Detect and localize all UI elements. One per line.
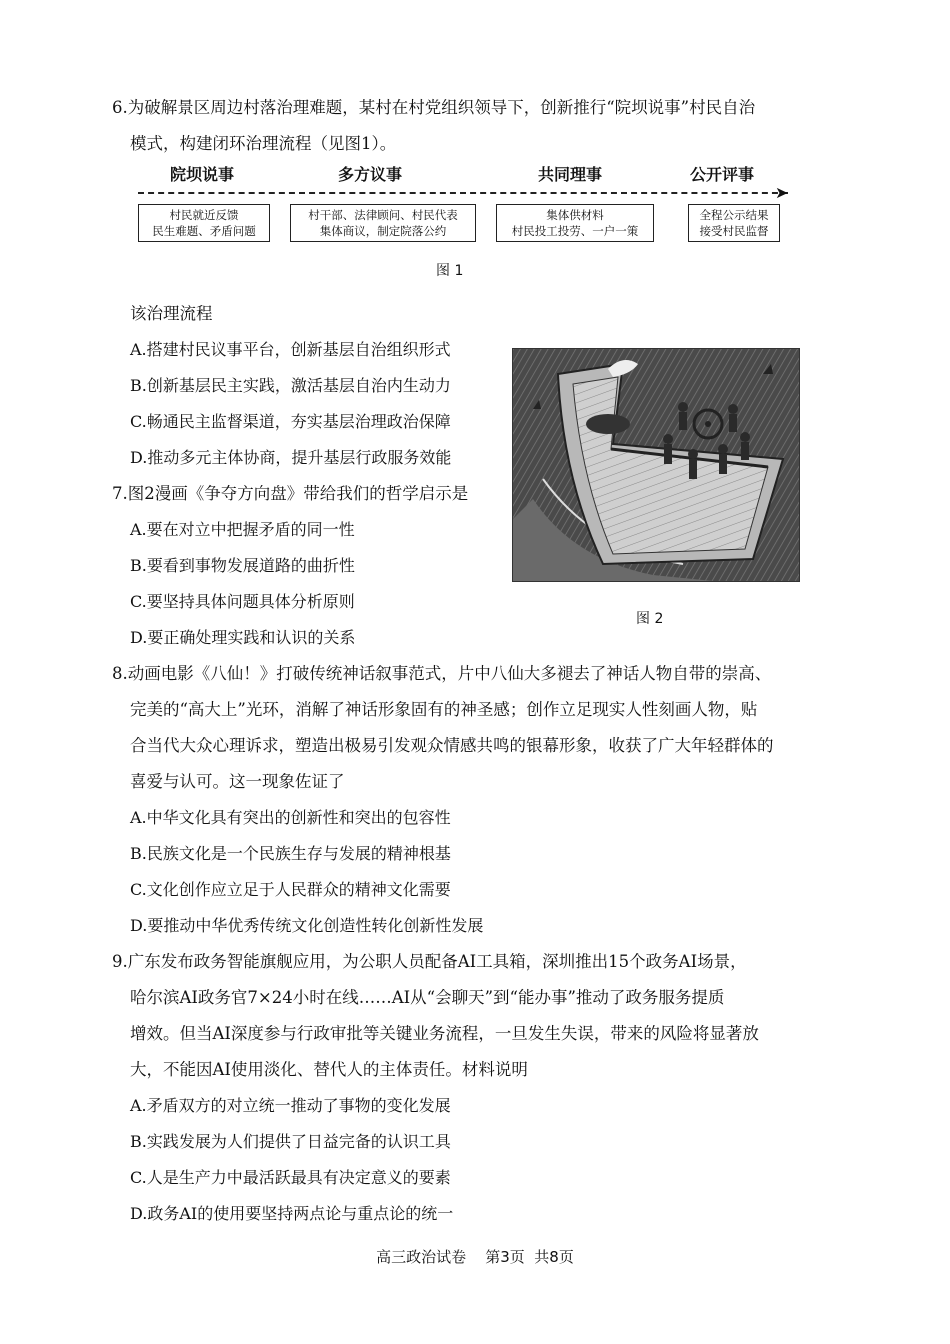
flow-stage-box-2-line-2: 集体商议，制定院落公约 bbox=[319, 224, 447, 238]
q9-line-4: 大，不能因AI使用淡化、替代人的主体责任。材料说明 bbox=[130, 1060, 528, 1079]
flow-stage-box-1-line-1: 村民就近反馈 bbox=[169, 208, 239, 222]
flow-stage-box-3-line-2: 村民投工投劳、一户一策 bbox=[511, 224, 639, 238]
q6-option-b: B.创新基层民主实践，激活基层自治内生动力 bbox=[130, 376, 451, 395]
flow-stage-title-4: 公开评事 bbox=[690, 165, 755, 184]
flow-dashed-arrow bbox=[138, 192, 788, 196]
flow-stage-box-4 bbox=[688, 204, 780, 242]
governance-flow-diagram bbox=[130, 162, 790, 258]
figure-2-caption: 图 2 bbox=[636, 611, 664, 627]
q7-option-b: B.要看到事物发展道路的曲折性 bbox=[130, 556, 355, 575]
q8-line-1: 8.动画电影《八仙！》打破传统神话叙事范式，片中八仙大多褪去了神话人物自带的崇高、 bbox=[112, 664, 772, 683]
q6-option-c: C.畅通民主监督渠道，夯实基层治理政治保障 bbox=[130, 412, 451, 431]
q8-option-b: B.民族文化是一个民族生存与发展的精神根基 bbox=[130, 844, 451, 863]
q6-line-1: 6.为破解景区周边村落治理难题，某村在村党组织领导下，创新推行“院坝说事”村民自治 bbox=[112, 98, 756, 117]
figure-1-caption: 图 1 bbox=[436, 263, 464, 279]
q6-line-2: 模式，构建闭环治理流程（见图1）。 bbox=[130, 134, 397, 153]
flow-stage-box-4-line-2: 接受村民监督 bbox=[699, 224, 769, 238]
q8-line-2: 完美的“高大上”光环，消解了神话形象固有的神圣感；创作立足现实人性刻画人物，贴 bbox=[130, 700, 758, 719]
flow-stage-box-4-line-1: 全程公示结果 bbox=[699, 208, 769, 222]
flow-stage-box-3-line-1: 集体供材料 bbox=[546, 208, 604, 222]
q8-option-a: A.中华文化具有突出的创新性和突出的包容性 bbox=[130, 808, 451, 827]
flow-stage-title-1: 院坝说事 bbox=[170, 165, 235, 184]
q6-stem: 该治理流程 bbox=[130, 304, 213, 323]
q9-line-3: 增效。但当AI深度参与行政审批等关键业务流程，一旦发生失误，带来的风险将显著放 bbox=[130, 1024, 759, 1043]
q9-option-d: D.政务AI的使用要坚持两点论与重点论的统一 bbox=[130, 1204, 454, 1223]
arrowhead-icon: ➤ bbox=[775, 183, 789, 202]
q8-option-d: D.要推动中华优秀传统文化创造性转化创新性发展 bbox=[130, 916, 484, 935]
cartoon-illustration bbox=[513, 349, 799, 581]
flow-stage-box-1-line-2: 民生难题、矛盾问题 bbox=[152, 224, 256, 238]
flow-stage-box-3 bbox=[496, 204, 654, 242]
page-footer: 高三政治试卷 第3页 共8页 bbox=[376, 1248, 574, 1266]
q6-option-d: D.推动多元主体协商，提升基层行政服务效能 bbox=[130, 448, 452, 467]
flow-stage-box-2-line-1: 村干部、法律顾问、村民代表 bbox=[308, 208, 458, 222]
q8-line-3: 合当代大众心理诉求，塑造出极易引发观众情感共鸣的银幕形象，收获了广大年轻群体的 bbox=[130, 736, 774, 755]
q7-option-c: C.要坚持具体问题具体分析原则 bbox=[130, 592, 355, 611]
q8-option-c: C.文化创作应立足于人民群众的精神文化需要 bbox=[130, 880, 451, 899]
q9-option-c: C.人是生产力中最活跃最具有决定意义的要素 bbox=[130, 1168, 451, 1187]
flow-stage-box-2 bbox=[290, 204, 476, 242]
q9-option-b: B.实践发展为人们提供了日益完备的认识工具 bbox=[130, 1132, 451, 1151]
flow-stage-title-2: 多方议事 bbox=[338, 165, 403, 184]
cartoon-image bbox=[512, 348, 800, 582]
q6-option-a: A.搭建村民议事平台，创新基层自治组织形式 bbox=[130, 340, 451, 359]
q8-line-4: 喜爱与认可。这一现象佐证了 bbox=[130, 772, 345, 791]
q9-option-a: A.矛盾双方的对立统一推动了事物的变化发展 bbox=[130, 1096, 451, 1115]
q7-line-1: 7.图2漫画《争夺方向盘》带给我们的哲学启示是 bbox=[112, 484, 469, 503]
q9-line-2: 哈尔滨AI政务官7×24小时在线……AI从“会聊天”到“能办事”推动了政务服务提质 bbox=[130, 988, 725, 1007]
flow-stage-box-1 bbox=[138, 204, 270, 242]
q7-option-a: A.要在对立中把握矛盾的同一性 bbox=[130, 520, 355, 539]
q9-line-1: 9.广东发布政务智能旗舰应用，为公职人员配备AI工具箱，深圳推出15个政务AI场景， bbox=[112, 952, 747, 971]
flow-stage-title-3: 共同理事 bbox=[538, 165, 603, 184]
q7-option-d: D.要正确处理实践和认识的关系 bbox=[130, 628, 356, 647]
